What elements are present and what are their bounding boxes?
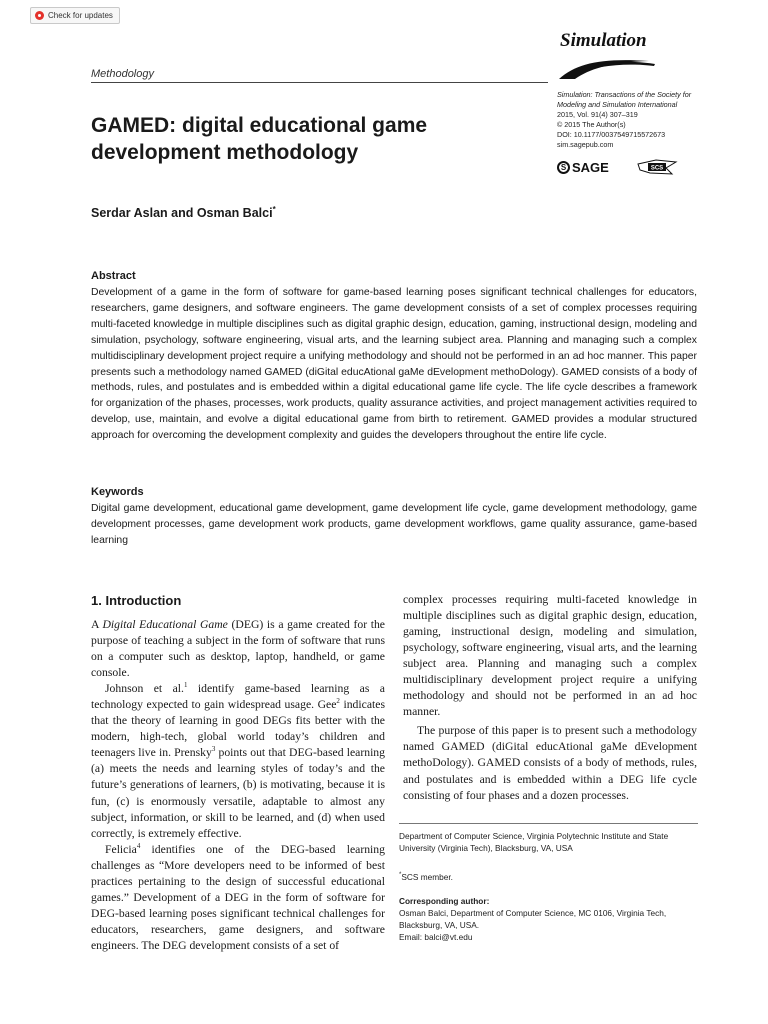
keywords-heading: Keywords: [91, 486, 144, 498]
journal-info: [557, 90, 707, 150]
paper-title: GAMED: digital educational game development methodology: [91, 114, 428, 164]
reference-1[interactable]: 1: [183, 681, 188, 690]
scs-member-footnote: *SCS member.: [399, 871, 453, 882]
sage-logo: [557, 160, 609, 175]
corresponding-author-heading: Corresponding author:: [399, 896, 490, 906]
header-divider: [91, 82, 548, 83]
section-label: Methodology: [91, 68, 154, 80]
intro-paragraph-purpose: The purpose of this paper is to present such a methodology named GAMED (diGital educAtional gaMe dEvelopment methoDology). GAMED consists of a body of methods, rules, and postulates and is embedded within a DEG life cycle consisting of four phases and a dozen processes.: [403, 724, 697, 802]
introduction-heading: 1. Introduction: [91, 593, 182, 608]
journal-swoosh-logo: [557, 55, 657, 81]
author-footnote-mark: *: [272, 205, 276, 214]
intro-paragraph-1: A Digital Educational Game (DEG) is a game created for the purpose of teaching a subject in the form of software that runs on a computer such as desktop, laptop, handheld, or game console.: [91, 618, 385, 680]
journal-volume: 2015, Vol. 91(4) 307–319: [557, 110, 638, 119]
abstract-heading: Abstract: [91, 270, 136, 282]
journal-name: Simulation: [560, 30, 647, 51]
left-column: [91, 617, 385, 954]
affiliation-footnote: Department of Computer Science, Virginia Polytechnic Institute and State University (Virginia Tech), Blacksburg, VA, USA: [399, 831, 669, 854]
journal-website[interactable]: sim.sagepub.com: [557, 140, 614, 149]
reference-2[interactable]: 2: [336, 697, 340, 706]
intro-paragraph-3: Felicia$^4$ identifies one of the DEG-based learning challenges as “More developers need to be informed of best practices pertaining to the design of successful educational games.” Development of a DEG in the form of software for DEG-based learning poses significant technical challenges for educators, researchers, game designers, and software engineers. The DEG development consists of a set of: [91, 841, 385, 952]
intro-paragraph-continued: complex processes requiring multi-faceted knowledge in multiple disciplines such as digital graphic design, education, gaming, instructional design, modeling and simulation, psychology, software engineering, visual arts, and the learning subject area. Planning and managing such a complex multidisciplinary development project require a unifying methodology and should not be performed in an ad hoc manner.: [403, 593, 697, 719]
corresponding-author-details: [399, 907, 699, 944]
abstract-text: Development of a game in the form of software for game-based learning poses significant technical challenges for educators, researchers, game designers, and software engineers. The game development consists of a set of complex processes requiring multi-faceted knowledge in multiple disciplines such as digital graphic design, education, gaming, instructional design, modeling and simulation, psychology, software engineering, visual arts, and the learning subject area. Planning and managing such a complex multidisciplinary development project require a unifying methodology and should not be performed in an ad hoc manner. This paper presents such a methodology named GAMED (diGital educAtional gaMe dEvelopment methoDology). GAMED consists of a body of methods, rules, and postulates and is embedded within a digital educational game life cycle. The life cycle describes a framework for organization of the phases, processes, work products, quality assurance activities, and project management activities required to develop, use, maintain, and evolve a digital educational game from birth to retirement. GAMED provides a modular structured approach for overcoming the development complexity and guides the developers throughout the entire life cycle.: [91, 287, 697, 442]
reference-3[interactable]: 3: [211, 745, 216, 754]
footnote-divider: [399, 823, 698, 824]
scs-logo-text: SCS: [650, 165, 664, 172]
check-for-updates-button[interactable]: [30, 7, 120, 24]
sage-logo-text: SAGE: [572, 160, 609, 175]
update-icon: [35, 11, 44, 20]
defined-term: Digital Educational Game: [102, 618, 228, 631]
check-for-updates-label: Check for updates: [48, 11, 113, 20]
author-names: Serdar Aslan and Osman Balci: [91, 206, 273, 221]
sage-circle-icon: S: [557, 161, 570, 174]
scs-logo: [636, 158, 678, 176]
journal-citation: Simulation: Transactions of the Society for Modeling and Simulation International: [557, 90, 692, 109]
reference-4[interactable]: 4: [136, 841, 141, 850]
right-column: [403, 592, 697, 804]
intro-paragraph-2: Johnson et al.$^1$ identify game-based learning as a technology expected to gain widespread usage. Gee$^2$ indicates that the theory of learning in good DEGs fits better with the modern, high-tech, global world today’s children and teenagers live in. Prensky$^3$ points out that DEG-based learning (a) meets the needs and learning styles of today’s and the future’s generations of learners, (b) is motivating, because it is fun, (c) is enormously versatile, adaptable to almost any subject, information, or skill to be learned, and (d) when used correctly, is extremely effective.: [91, 681, 385, 840]
authors: [91, 205, 276, 220]
journal-doi[interactable]: DOI: 10.1177/0037549715572673: [557, 130, 666, 139]
corresponding-author-name: Osman Balci, Department of Computer Science, MC 0106, Virginia Tech, Blacksburg, VA, USA.: [399, 908, 667, 931]
corresponding-author-email[interactable]: Email: balci@vt.edu: [399, 932, 473, 943]
journal-copyright: © 2015 The Author(s): [557, 120, 626, 129]
keywords-text: Digital game development, educational game development, game development life cycle, game development methodology, game development processes, game development work products, game development workflows, game quality assurance, game-based learning: [91, 503, 697, 546]
